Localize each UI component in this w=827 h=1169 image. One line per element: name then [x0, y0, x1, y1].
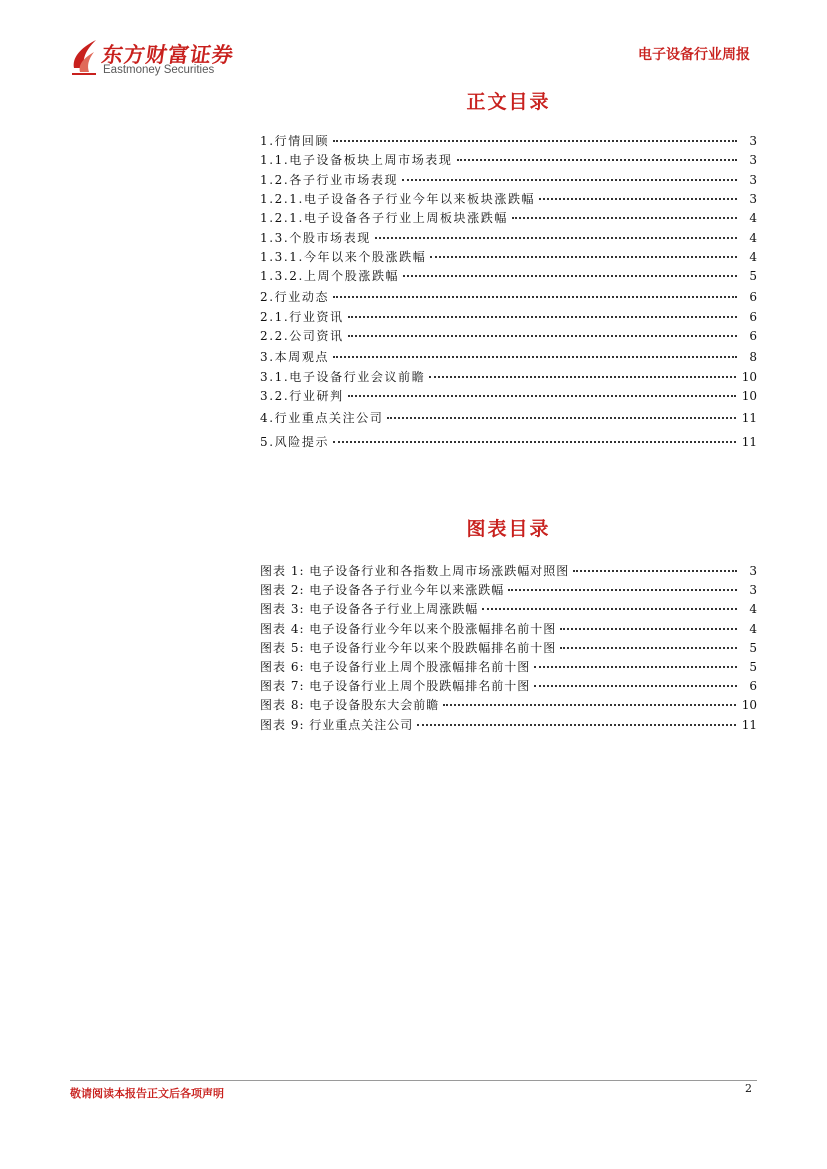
- toc-entry[interactable]: [260, 410, 757, 426]
- dot-leader: [348, 394, 736, 397]
- figure-entry-label: 图表 9: 行业重点关注公司: [260, 717, 414, 732]
- toc-entry-label: 3.本周观点: [260, 350, 330, 365]
- toc-entry[interactable]: [260, 230, 757, 246]
- figure-entry-label: 图表 8: 电子设备股东大会前瞻: [260, 698, 440, 713]
- figure-entry-page: 5: [749, 660, 757, 674]
- figure-entry-page: 4: [749, 621, 757, 636]
- toc-entry[interactable]: [260, 210, 757, 226]
- dot-leader: [539, 197, 737, 200]
- dot-leader: [387, 416, 735, 419]
- figure-entry[interactable]: [260, 640, 757, 656]
- dot-leader: [375, 236, 737, 239]
- toc-entry[interactable]: [260, 133, 757, 149]
- toc-entry-label: 1.行情回顾: [260, 134, 330, 148]
- figure-entry-page: 5: [749, 640, 757, 655]
- toc-entry-page: 4: [749, 249, 757, 264]
- toc-entry-page: 3: [749, 172, 757, 187]
- toc-entry-page: 11: [741, 434, 757, 449]
- toc-entry-page: 10: [741, 369, 757, 384]
- figure-entry-page: 4: [749, 602, 757, 617]
- figure-entry-page: 10: [741, 698, 757, 713]
- logo-chinese-name: 东方财富证券: [100, 43, 236, 67]
- toc-entry-label: 3.2.行业研判: [260, 388, 344, 403]
- dot-leader: [443, 703, 735, 706]
- dot-leader: [333, 139, 737, 142]
- figure-entry-page: 6: [749, 679, 757, 694]
- figure-entry-label: 图表 5: 电子设备行业今年以来个股跌幅排名前十图: [260, 640, 557, 655]
- dot-leader: [402, 178, 737, 181]
- figure-entry[interactable]: [260, 697, 757, 713]
- toc-entry[interactable]: [260, 388, 757, 404]
- dot-leader: [512, 216, 737, 219]
- dot-leader: [333, 295, 737, 298]
- toc-entry-label: 1.2.1.电子设备各子行业上周板块涨跌幅: [260, 211, 508, 226]
- toc-entry-page: 10: [741, 388, 757, 403]
- figure-entry[interactable]: [260, 601, 757, 617]
- dot-leader: [482, 607, 737, 610]
- logo-english-name: Eastmoney Securities: [103, 64, 215, 76]
- eastmoney-logo-icon: [70, 38, 100, 76]
- footer-divider: [70, 1080, 757, 1081]
- toc-entry[interactable]: [260, 328, 757, 344]
- dot-leader: [348, 315, 737, 318]
- dot-leader: [573, 569, 737, 572]
- figure-entry[interactable]: [260, 582, 757, 598]
- dot-leader: [403, 274, 737, 277]
- toc-entry-label: 1.3.个股市场表现: [260, 230, 371, 245]
- toc-entry-label: 5.风险提示: [260, 434, 330, 449]
- toc-entry[interactable]: [260, 191, 757, 207]
- toc-entry-page: 6: [749, 329, 757, 343]
- toc-entry-label: 1.2.1.电子设备各子行业今年以来板块涨跌幅: [260, 191, 536, 206]
- page-header: [0, 0, 827, 80]
- toc-entry-label: 4.行业重点关注公司: [260, 411, 384, 426]
- figure-entry-page: 3: [749, 583, 757, 598]
- figure-entry[interactable]: [260, 678, 757, 694]
- toc-entry-label: 2.行业动态: [260, 290, 330, 305]
- dot-leader: [534, 684, 737, 687]
- toc-title: 正文目录: [466, 91, 551, 113]
- dot-leader: [560, 646, 737, 649]
- toc-entry[interactable]: [260, 172, 757, 188]
- toc-entry-page: 3: [749, 134, 757, 148]
- toc-entry-label: 1.1.电子设备板块上周市场表现: [260, 153, 453, 168]
- figure-entry-page: 11: [741, 717, 757, 732]
- toc-entry[interactable]: [260, 349, 757, 365]
- toc-entry-page: 5: [749, 269, 757, 284]
- figure-entry-label: 图表 4: 电子设备行业今年以来个股涨幅排名前十图: [260, 621, 557, 636]
- toc-entry[interactable]: [260, 369, 757, 385]
- figure-entry-label: 图表 1: 电子设备行业和各指数上周市场涨跌幅对照图: [260, 564, 570, 578]
- toc-entry-label: 2.2.公司资讯: [260, 329, 344, 343]
- toc-entry-label: 2.1.行业资讯: [260, 309, 344, 324]
- toc-entry[interactable]: [260, 249, 757, 265]
- eastmoney-logo: [70, 38, 240, 78]
- figure-entry-label: 图表 6: 电子设备行业上周个股涨幅排名前十图: [260, 660, 531, 674]
- dot-leader: [429, 375, 735, 378]
- toc-entry-page: 8: [749, 350, 757, 365]
- toc-entry-page: 3: [749, 191, 757, 206]
- toc-entry-page: 11: [741, 411, 757, 426]
- toc-entry-page: 6: [749, 290, 757, 305]
- figure-entry-page: 3: [749, 564, 757, 578]
- dot-leader: [333, 440, 736, 443]
- toc-entry-page: 3: [749, 153, 757, 168]
- figure-list-title: 图表目录: [466, 518, 551, 540]
- dot-leader: [457, 158, 738, 161]
- page-number: 2: [745, 1082, 752, 1095]
- toc-entry[interactable]: [260, 309, 757, 325]
- toc-entry[interactable]: [260, 268, 757, 284]
- toc-entry[interactable]: [260, 289, 757, 305]
- toc-entry-label: 1.2.各子行业市场表现: [260, 172, 399, 187]
- toc-entry[interactable]: [260, 434, 757, 450]
- toc-entry-page: 6: [749, 309, 757, 324]
- dot-leader: [508, 588, 737, 591]
- figure-entry[interactable]: [260, 659, 757, 675]
- dot-leader: [560, 627, 737, 630]
- figure-entry-label: 图表 7: 电子设备行业上周个股跌幅排名前十图: [260, 679, 531, 694]
- toc-entry-label: 1.3.1.今年以来个股涨跌幅: [260, 249, 427, 264]
- report-type-label: 电子设备行业周报: [638, 47, 750, 63]
- toc-entry-page: 4: [749, 211, 757, 226]
- toc-entry-label: 1.3.2.上周个股涨跌幅: [260, 269, 400, 284]
- toc-entry-page: 4: [749, 230, 757, 245]
- dot-leader: [430, 255, 737, 258]
- dot-leader: [333, 355, 737, 358]
- figure-entry[interactable]: [260, 717, 757, 733]
- figure-entry-label: 图表 2: 电子设备各子行业今年以来涨跌幅: [260, 583, 505, 598]
- toc-entry[interactable]: [260, 152, 757, 168]
- dot-leader: [534, 665, 737, 668]
- footer-disclaimer: 敬请阅读本报告正文后各项声明: [70, 1087, 224, 1100]
- figure-entry[interactable]: [260, 621, 757, 637]
- dot-leader: [348, 334, 737, 337]
- figure-entry-label: 图表 3: 电子设备各子行业上周涨跌幅: [260, 602, 479, 617]
- dot-leader: [417, 723, 735, 726]
- toc-entry-label: 3.1.电子设备行业会议前瞻: [260, 369, 426, 384]
- figure-entry[interactable]: [260, 563, 757, 579]
